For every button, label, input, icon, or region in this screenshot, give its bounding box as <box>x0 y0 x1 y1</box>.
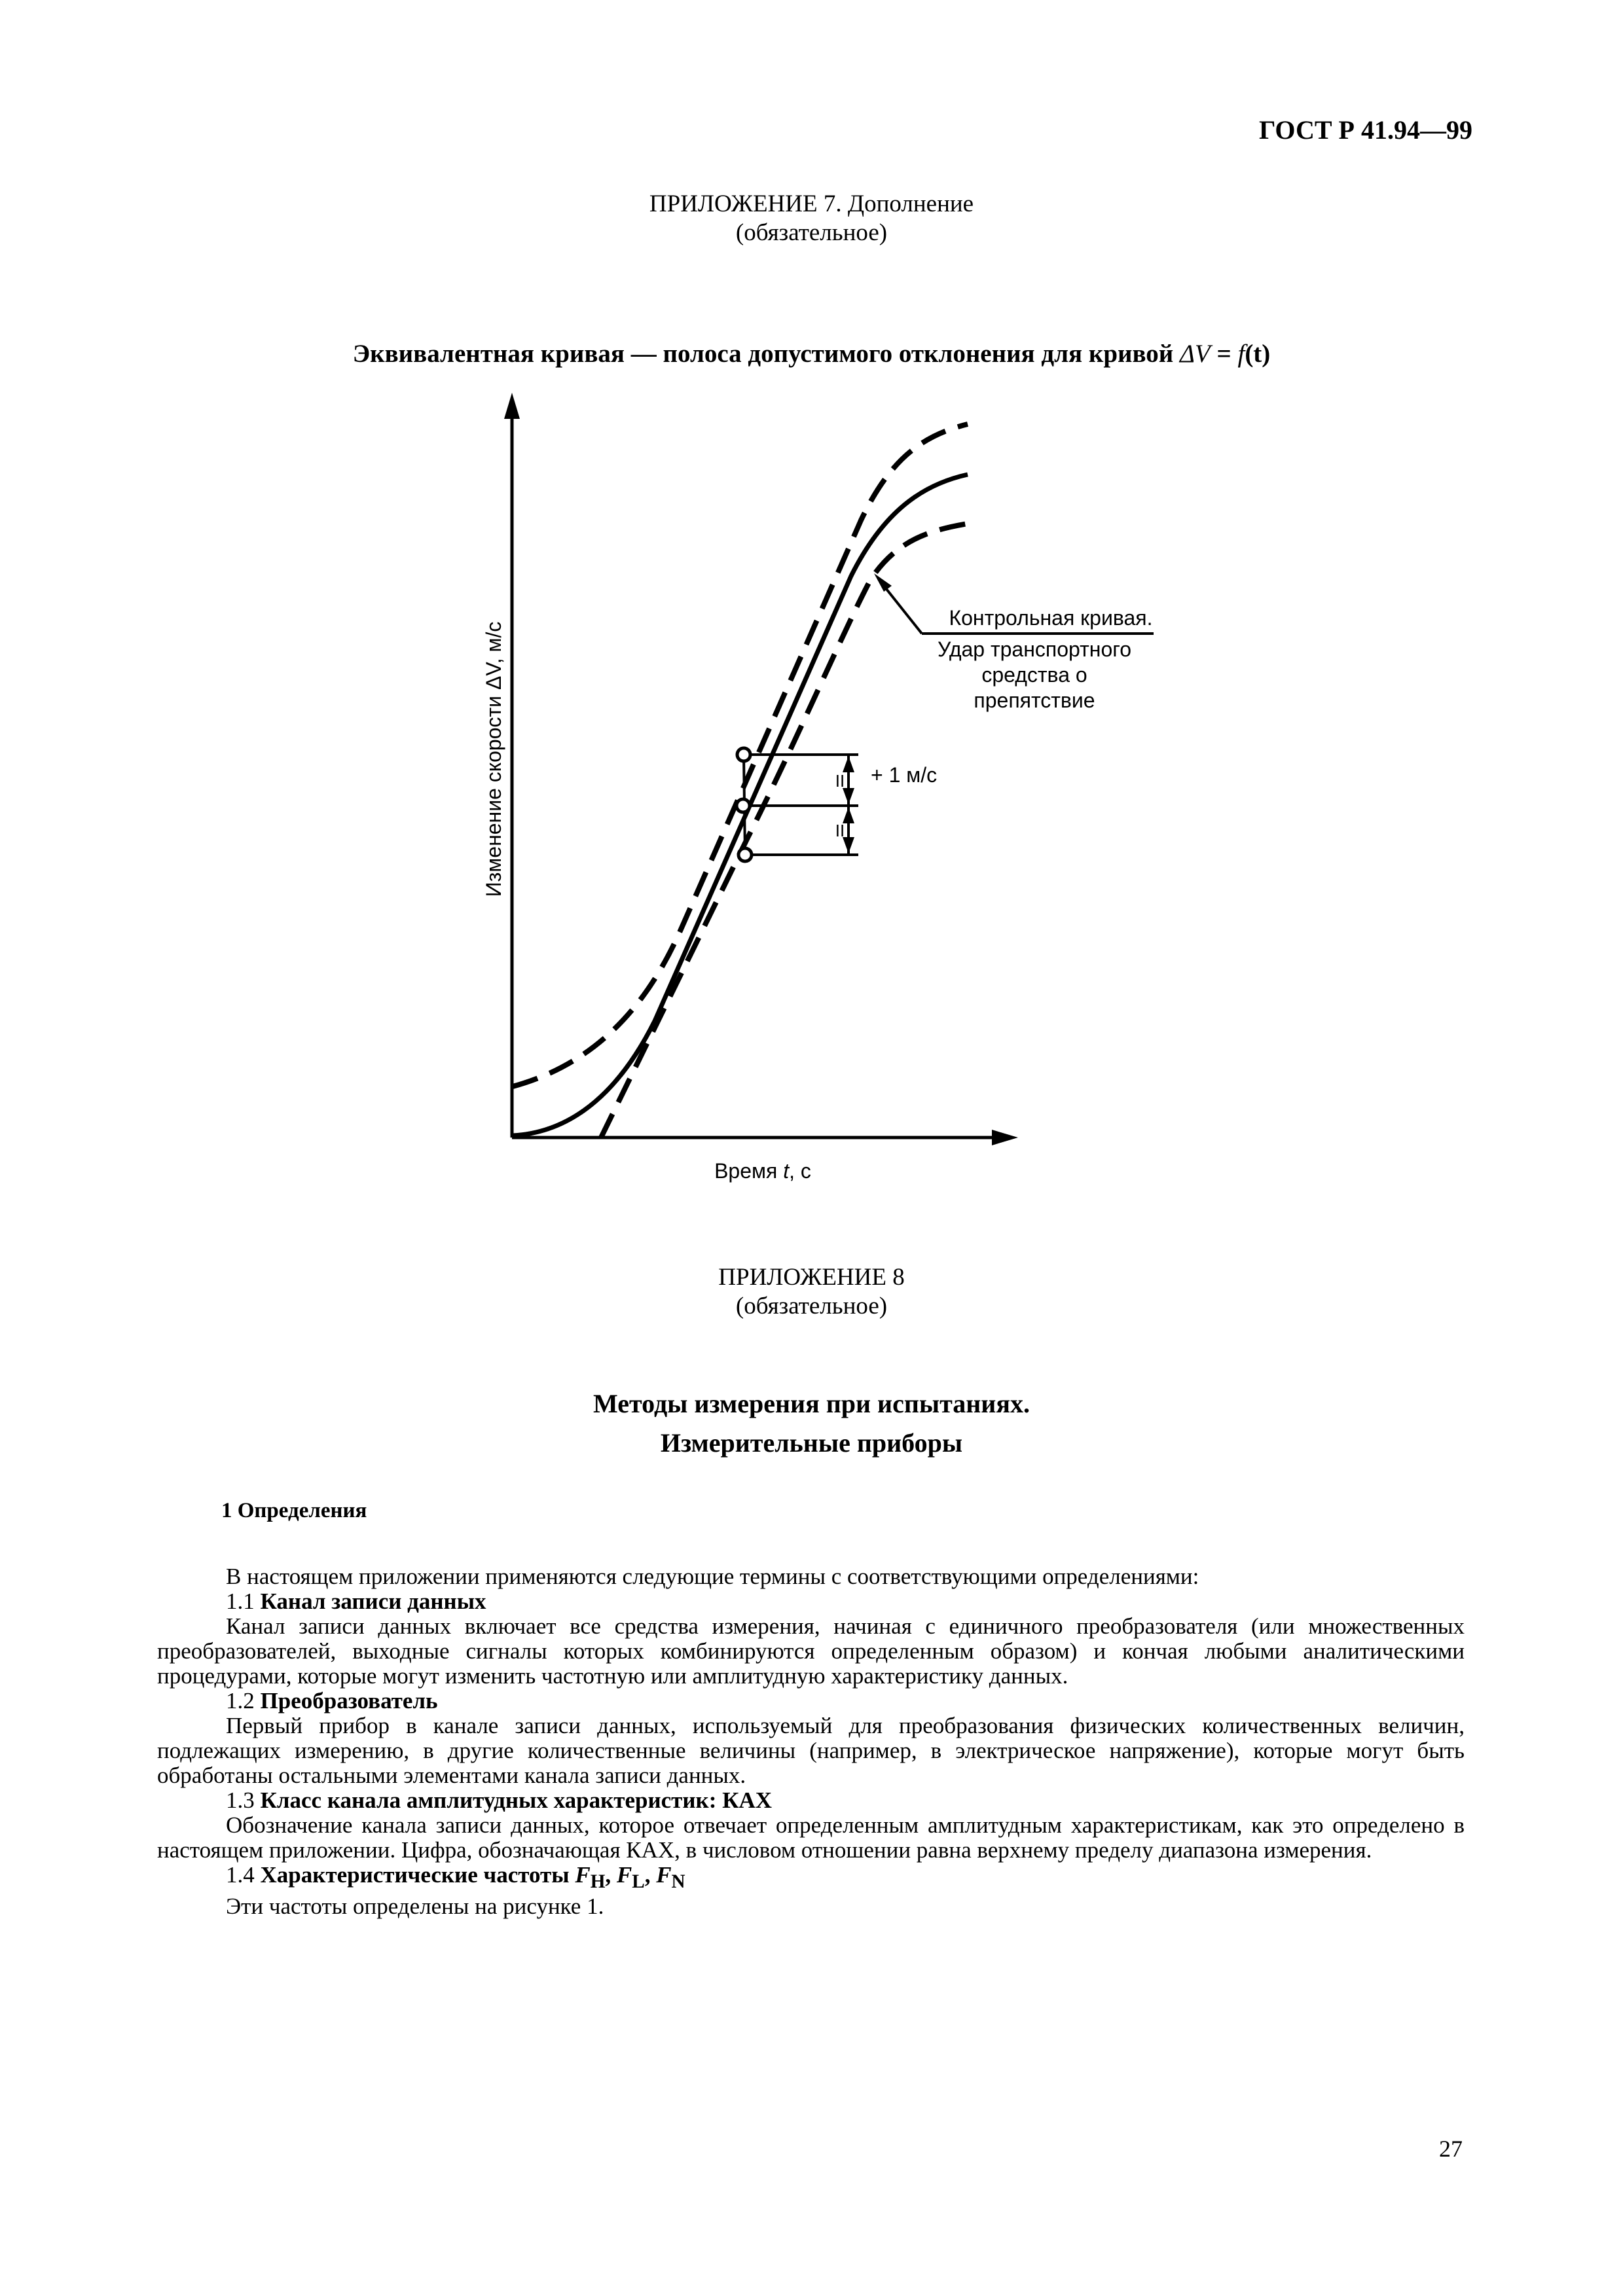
document-id: ГОСТ Р 41.94—99 <box>1258 115 1472 145</box>
lower-point <box>739 848 752 861</box>
y-axis-label: Изменение скорости ΔV, м/с <box>482 621 505 897</box>
freq-f-n: F <box>656 1862 672 1888</box>
x-axis-arrow <box>992 1130 1018 1145</box>
equal-mark-lower: II <box>835 821 845 840</box>
term-1-4-number: 1.4 <box>226 1862 261 1888</box>
figure-title-eq: = <box>1210 340 1238 368</box>
figure-title-text: Эквивалентная кривая — полоса допустимого отклонения для кривой <box>352 340 1180 368</box>
freq-f-h: F <box>575 1862 591 1888</box>
term-1-2-number: 1.2 <box>226 1688 261 1713</box>
axes <box>504 393 1018 1145</box>
term-1-1 <box>157 1589 1465 1614</box>
tolerance-label: + 1 м/с <box>871 763 938 787</box>
term-1-4-definition: Эти частоты определены на рисунке 1. <box>226 1893 604 1919</box>
callout-line-3: средства о <box>981 663 1087 687</box>
x-label-suffix: , с <box>789 1159 811 1183</box>
term-1-2-definition: Первый прибор в канале записи данных, используемый для преобразования физических количественных величин, подлежащих измерению, в другие количественные величины (например, в электрическое напряжение), которые могут быть обработаны остальными элементами канала записи данных. <box>157 1713 1465 1788</box>
freq-sub-l: L <box>632 1871 645 1892</box>
term-1-1-number: 1.1 <box>226 1588 261 1614</box>
dim-arrow-1 <box>843 756 854 772</box>
section-title-line-2: Измерительные приборы <box>660 1428 963 1458</box>
figure-title-delta: ΔV <box>1180 340 1211 368</box>
definitions-body <box>157 1564 1465 1919</box>
appendix8-title: ПРИЛОЖЕНИЕ 8 <box>718 1264 905 1291</box>
lower-tolerance-curve <box>601 524 968 1138</box>
freq-sep-2: , <box>644 1862 657 1888</box>
term-1-2-name: Преобразователь <box>260 1688 438 1713</box>
x-label-var: t <box>783 1159 790 1183</box>
definitions-heading: 1 Определения <box>221 1499 367 1522</box>
section-title-line-1: Методы измерения при испытаниях. <box>593 1389 1030 1418</box>
figure-title-f: f <box>1237 340 1245 368</box>
page-number: 27 <box>1439 2136 1463 2162</box>
freq-sep-1: , <box>605 1862 617 1888</box>
figure-title-arg: (t) <box>1245 340 1271 368</box>
term-1-4-name: Характеристические частоты <box>260 1862 575 1888</box>
appendix8-subtitle: (обязательное) <box>735 1293 888 1319</box>
section-title <box>0 1384 1623 1463</box>
x-label-prefix: Время <box>714 1159 784 1183</box>
equal-mark-upper: II <box>835 771 845 791</box>
callout-line-4: препятствие <box>974 689 1095 712</box>
term-1-1-name: Канал записи данных <box>260 1588 486 1614</box>
term-1-3 <box>157 1788 1465 1813</box>
term-1-3-number: 1.3 <box>226 1787 261 1813</box>
term-1-3-definition: Обозначение канала записи данных, которое отвечает определенным амплитудным характеристикам, как это определено в настоящем приложении. Цифра, обозначающая КАХ, в числовом отношении равна верхнему пределу диапазона измерения. <box>157 1812 1465 1863</box>
term-1-4 <box>157 1863 1465 1894</box>
term-1-1-definition: Канал записи данных включает все средства измерения, начиная с единичного преобразователя (или множественных преобразователей, выходные сигналы которых комбинируются определенным образом) и кончая любыми аналитическими процедурами, которые могут изменить частотную или амплитудную характеристику данных. <box>157 1613 1465 1689</box>
term-1-3-name: Класс канала амплитудных характеристик: КАХ <box>260 1787 773 1813</box>
callout-arrow <box>874 573 892 592</box>
x-axis-label <box>714 1159 811 1183</box>
upper-point <box>737 748 750 761</box>
y-axis-arrow <box>504 393 520 419</box>
intro-paragraph: В настоящем приложении применяются следующие термины с соответствующими определениями: <box>226 1564 1199 1589</box>
callout-line-2: Удар транспортного <box>937 637 1132 661</box>
term-1-2 <box>157 1689 1465 1713</box>
freq-f-l: F <box>616 1862 632 1888</box>
appendix7-title: ПРИЛОЖЕНИЕ 7. Дополнение <box>649 190 974 217</box>
appendix7-subtitle: (обязательное) <box>735 219 888 246</box>
appendix8-heading <box>0 1263 1623 1321</box>
reference-point <box>737 799 750 812</box>
freq-sub-n: N <box>671 1871 685 1892</box>
callout-line-1: Контрольная кривая. <box>949 606 1153 630</box>
freq-sub-h: H <box>590 1871 606 1892</box>
